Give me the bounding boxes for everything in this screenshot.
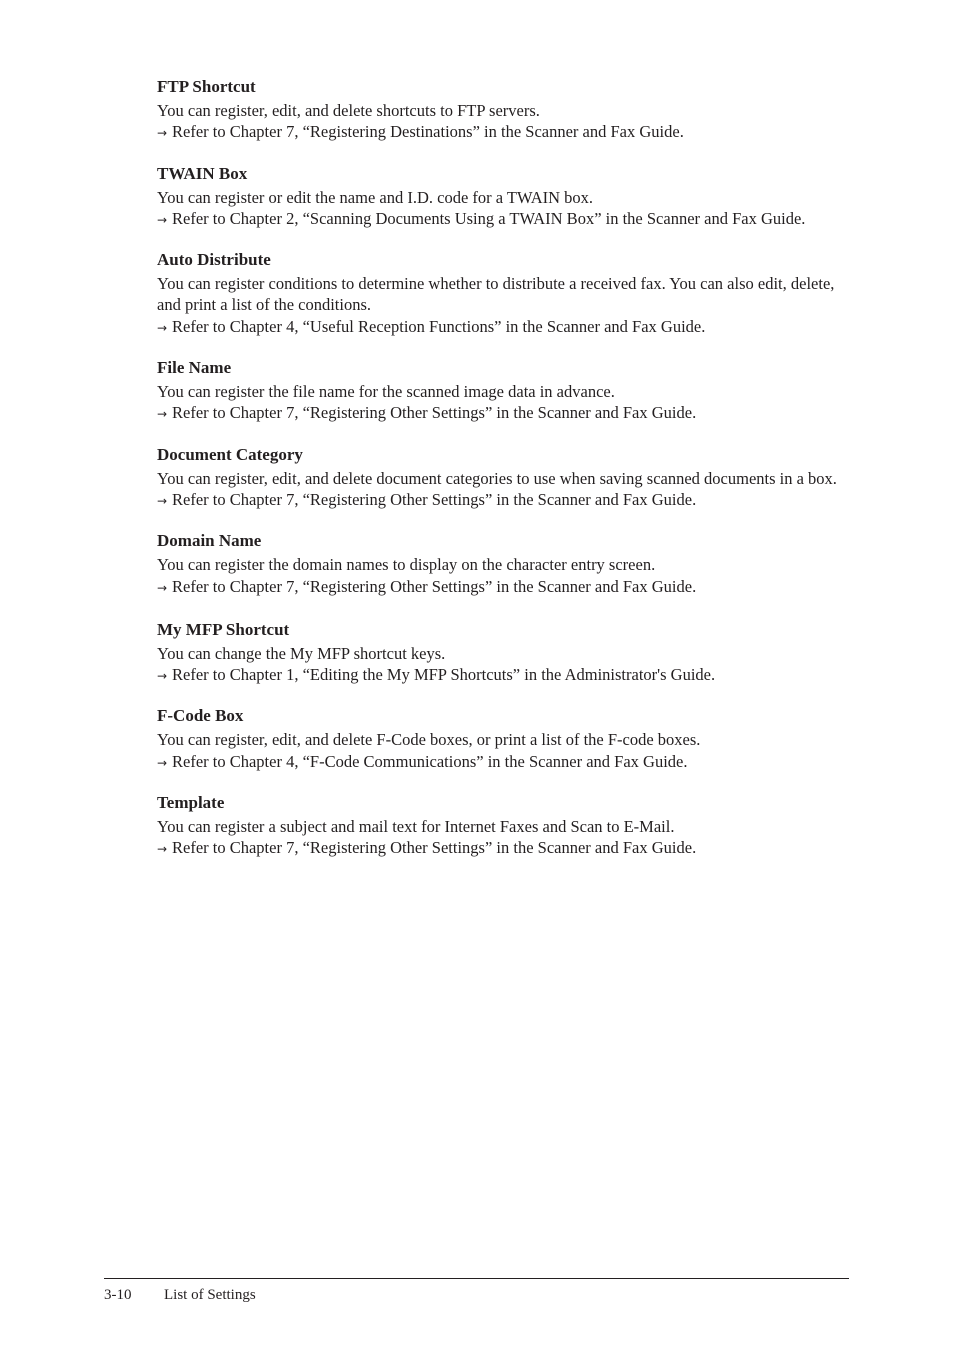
reference-text: Refer to Chapter 7, “Registering Other Settings” in the Scanner and Fax Guide. <box>172 838 697 858</box>
section-domain-name <box>157 530 849 599</box>
section-description: You can register a subject and mail text for Internet Faxes and Scan to E-Mail. <box>157 817 675 837</box>
section-heading: Domain Name <box>157 531 262 551</box>
section-reference <box>157 664 849 687</box>
arrow-right-icon: → <box>157 755 168 770</box>
section-f-code-box <box>157 705 849 774</box>
reference-text: Refer to Chapter 7, “Registering Destinations” in the Scanner and Fax Guide. <box>172 122 684 142</box>
arrow-right-icon: → <box>157 126 168 141</box>
section-description: You can register, edit, and delete shortcuts to FTP servers. <box>157 101 540 120</box>
arrow-right-icon: → <box>157 493 168 508</box>
section-reference <box>157 751 849 774</box>
reference-text: Refer to Chapter 7, “Registering Other Settings” in the Scanner and Fax Guide. <box>172 403 697 423</box>
section-heading: FTP Shortcut <box>157 77 256 96</box>
arrow-right-icon: → <box>157 842 168 857</box>
arrow-right-icon: → <box>157 212 168 227</box>
arrow-right-icon: → <box>157 407 168 422</box>
arrow-right-icon: → <box>157 320 168 335</box>
section-description: You can change the My MFP shortcut keys. <box>157 643 446 663</box>
reference-text: Refer to Chapter 7, “Registering Other Settings” in the Scanner and Fax Guide. <box>172 576 697 596</box>
page-footer <box>104 1286 256 1304</box>
section-reference <box>157 121 849 144</box>
page-content <box>157 76 849 861</box>
section-heading: Auto Distribute <box>157 250 271 270</box>
section-heading: F-Code Box <box>157 706 244 726</box>
arrow-right-icon: → <box>157 580 168 595</box>
section-heading: File Name <box>157 358 232 378</box>
section-template <box>157 792 849 861</box>
section-heading: TWAIN Box <box>157 163 248 183</box>
section-reference <box>157 837 849 860</box>
page-number: 3-10 <box>104 1287 132 1303</box>
section-heading: Document Category <box>157 444 303 464</box>
reference-text: Refer to Chapter 4, “Useful Reception Functions” in the Scanner and Fax Guide. <box>172 316 706 336</box>
section-heading: Template <box>157 793 225 813</box>
section-reference <box>157 576 849 599</box>
section-description: You can register conditions to determine whether to distribute a received fax. You can also edit, delete, and print a list of the conditions. <box>157 274 835 315</box>
section-heading: My MFP Shortcut <box>157 619 290 639</box>
section-description: You can register, edit, and delete F-Code boxes, or print a list of the F-code boxes. <box>157 730 701 750</box>
footer-divider <box>104 1278 849 1279</box>
reference-text: Refer to Chapter 2, “Scanning Documents Using a TWAIN Box” in the Scanner and Fax Guide. <box>172 208 806 228</box>
reference-text: Refer to Chapter 1, “Editing the My MFP Shortcuts” in the Administrator's Guide. <box>172 665 716 685</box>
section-my-mfp-shortcut <box>157 619 849 688</box>
arrow-right-icon: → <box>157 669 168 684</box>
section-document-category <box>157 444 849 513</box>
reference-text: Refer to Chapter 4, “F-Code Communications” in the Scanner and Fax Guide. <box>172 751 688 771</box>
section-reference <box>157 208 849 231</box>
section-reference <box>157 402 849 425</box>
section-reference <box>157 316 849 339</box>
section-description: You can register or edit the name and I.D. code for a TWAIN box. <box>157 187 594 207</box>
section-description: You can register, edit, and delete document categories to use when saving scanned documents in a box. <box>157 468 837 488</box>
section-file-name <box>157 357 849 426</box>
reference-text: Refer to Chapter 7, “Registering Other Settings” in the Scanner and Fax Guide. <box>172 489 697 509</box>
section-description: You can register the file name for the scanned image data in advance. <box>157 382 615 402</box>
section-description: You can register the domain names to display on the character entry screen. <box>157 555 656 575</box>
section-ftp-shortcut <box>157 76 849 145</box>
footer-chapter-title: List of Settings <box>164 1287 256 1303</box>
section-reference <box>157 489 849 512</box>
section-auto-distribute <box>157 249 849 339</box>
section-twain-box <box>157 163 849 232</box>
